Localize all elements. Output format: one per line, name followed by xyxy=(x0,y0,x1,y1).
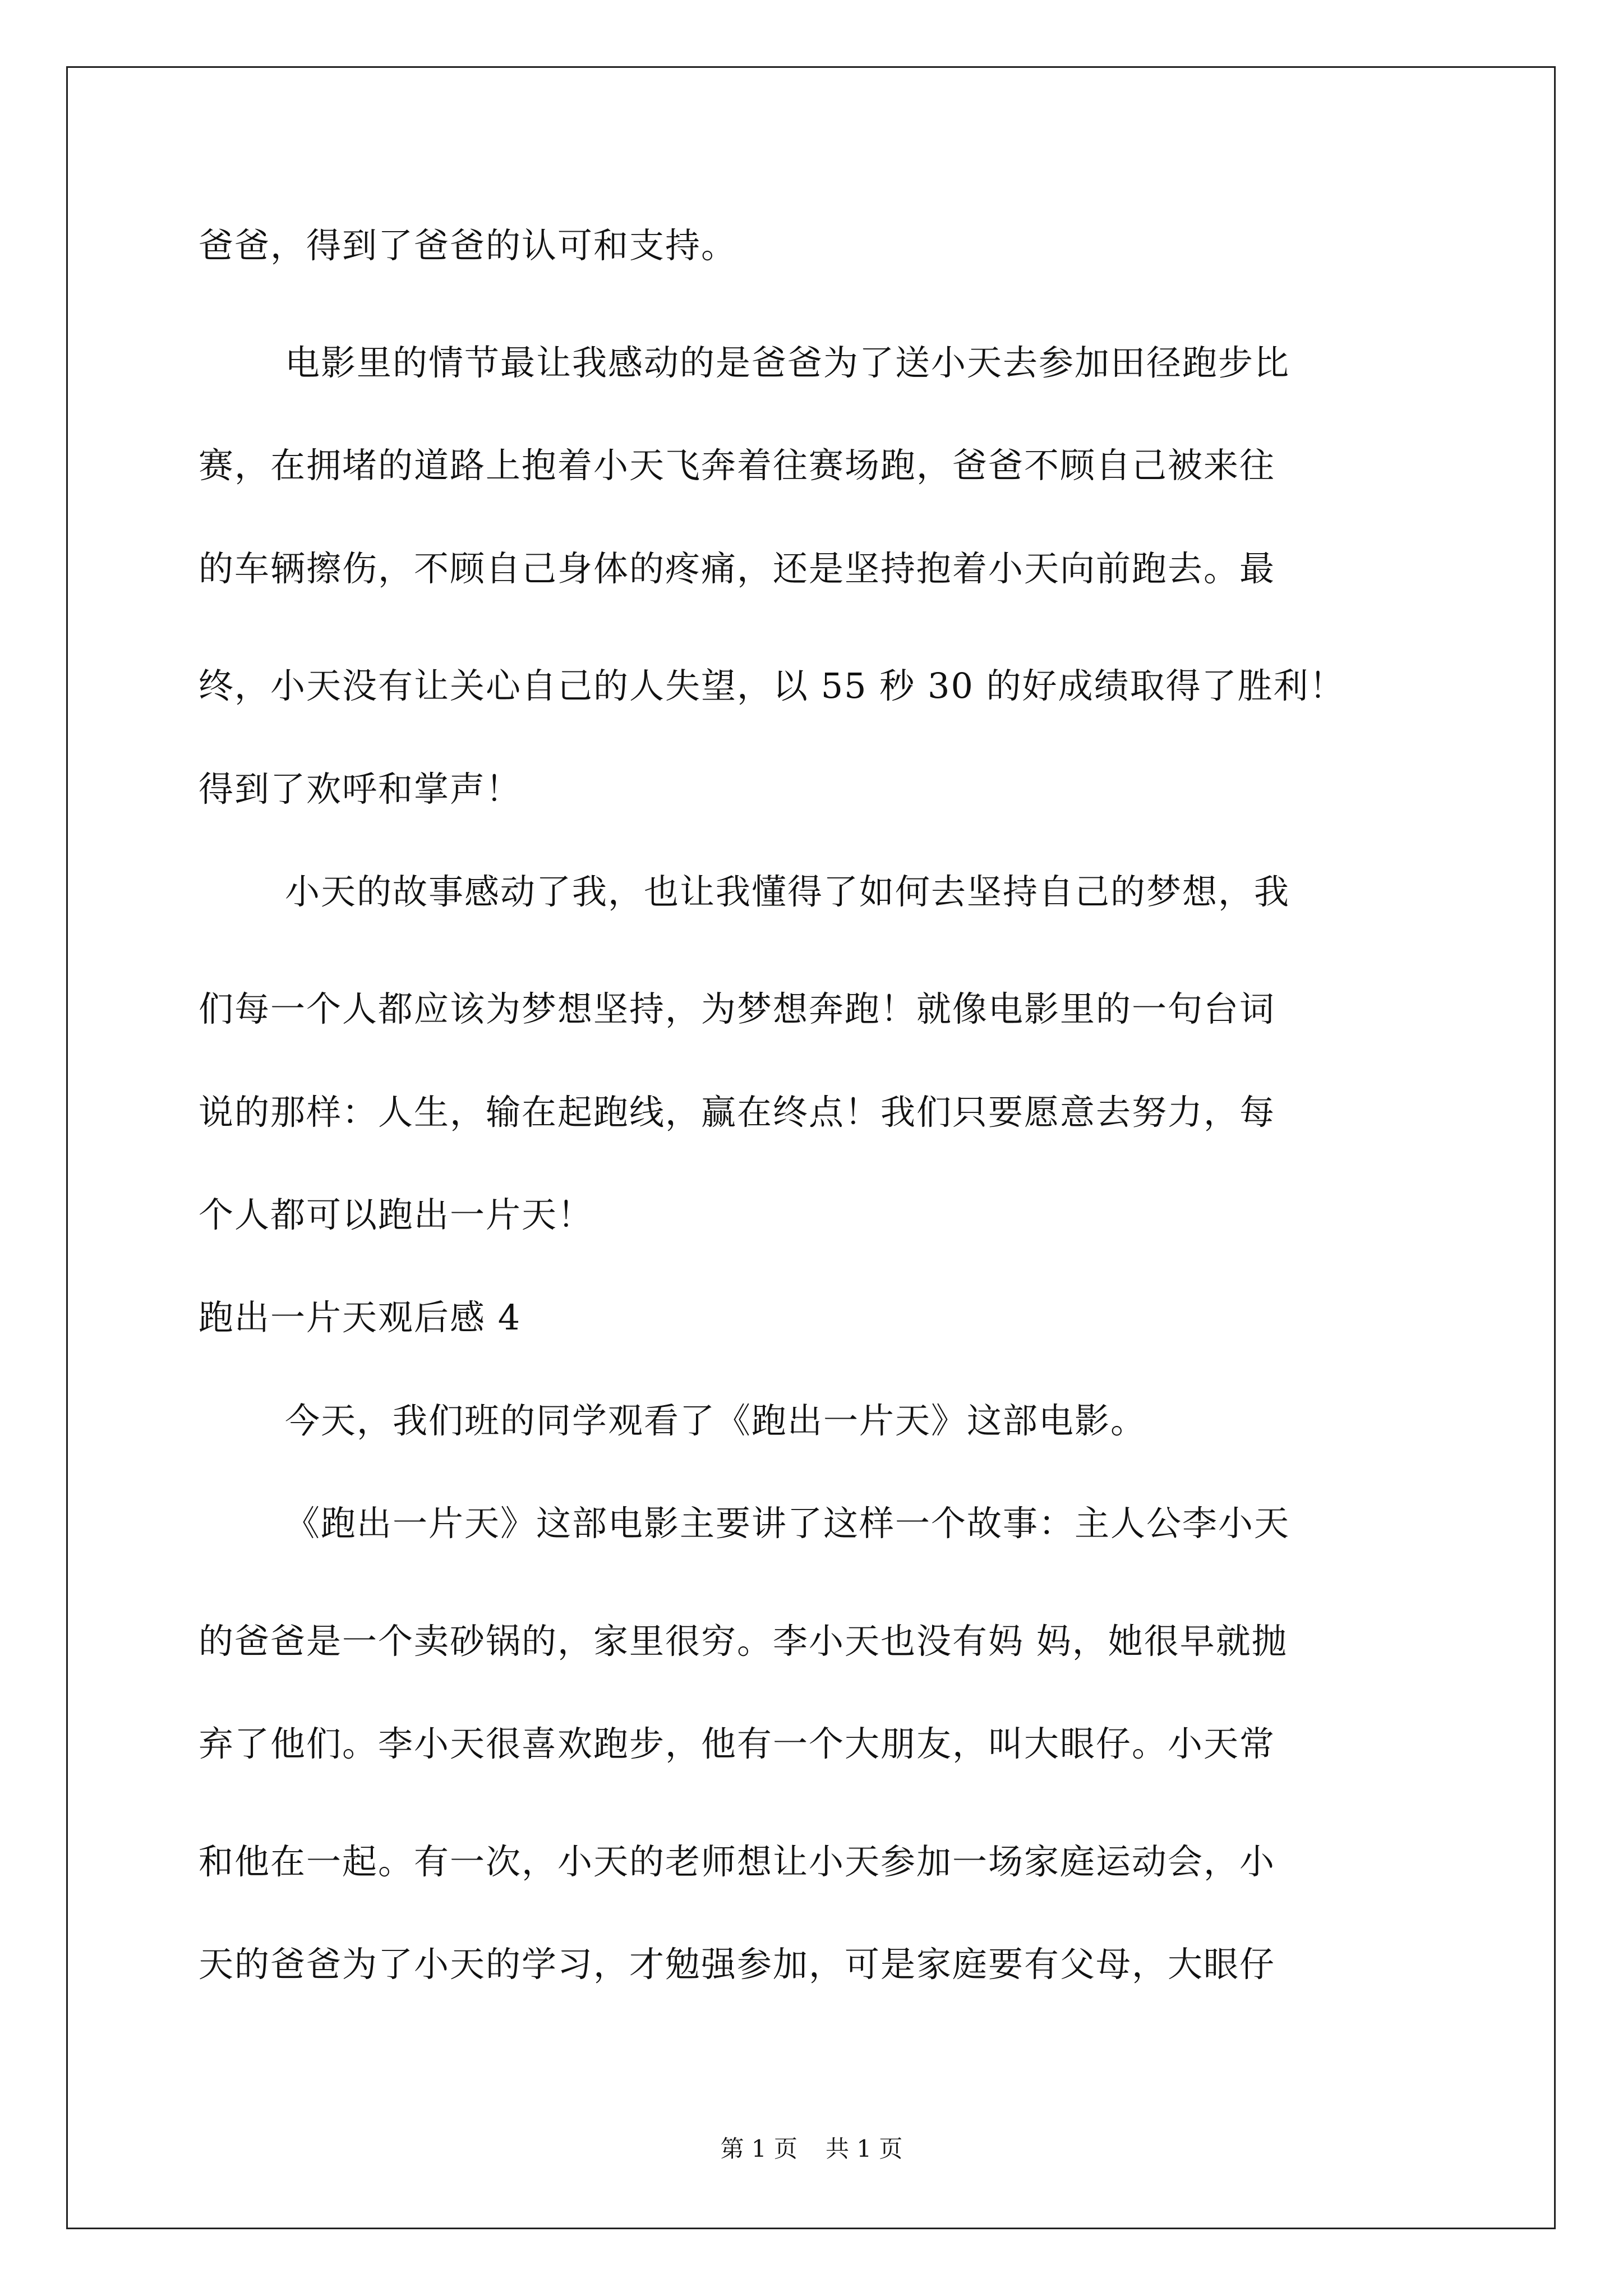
page-total: 共 1 页 xyxy=(826,2135,903,2162)
paragraph-line: 电影里的情节最让我感动的是爸爸为了送小天去参加田径跑步比 xyxy=(285,342,1290,383)
paragraph-line: 《跑出一片天》这部电影主要讲了这样一个故事：主人公李小天 xyxy=(285,1503,1290,1544)
page-number: 第 1 页 xyxy=(720,2135,797,2162)
paragraph-line: 终，小天没有让关心自己的人失望，以 55 秒 30 的好成绩取得了胜利！ xyxy=(199,665,1345,706)
paragraph-line: 和他在一起。有一次，小天的老师想让小天参加一场家庭运动会，小 xyxy=(199,1841,1276,1882)
paragraph-line: 的车辆擦伤，不顾自己身体的疼痛，还是坚持抱着小天向前跑去。最 xyxy=(199,548,1276,589)
page-border xyxy=(66,66,1556,2229)
paragraph-line: 小天的故事感动了我，也让我懂得了如何去坚持自己的梦想，我 xyxy=(285,871,1290,912)
paragraph-line: 今天，我们班的同学观看了《跑出一片天》这部电影。 xyxy=(285,1400,1147,1441)
paragraph-line: 的爸爸是一个卖砂锅的，家里很穷。李小天也没有妈 妈，她很早就抛 xyxy=(199,1621,1288,1662)
page-footer xyxy=(0,2132,1623,2166)
paragraph-line: 个人都可以跑出一片天！ xyxy=(199,1194,594,1235)
paragraph-line: 天的爸爸为了小天的学习，才勉强参加，可是家庭要有父母，大眼仔 xyxy=(199,1944,1276,1985)
paragraph-line: 说的那样：人生，输在起跑线，赢在终点！我们只要愿意去努力，每 xyxy=(199,1092,1276,1133)
paragraph-line: 弃了他们。李小天很喜欢跑步，他有一个大朋友，叫大眼仔。小天常 xyxy=(199,1723,1276,1764)
paragraph-line: 爸爸，得到了爸爸的认可和支持。 xyxy=(199,225,737,266)
paragraph-line: 赛，在拥堵的道路上抱着小天飞奔着往赛场跑，爸爸不顾自己被来往 xyxy=(199,445,1276,486)
paragraph-line: 得到了欢呼和掌声！ xyxy=(199,769,522,809)
section-heading: 跑出一片天观后感 4 xyxy=(199,1297,522,1338)
paragraph-line: 们每一个人都应该为梦想坚持，为梦想奔跑！就像电影里的一句台词 xyxy=(199,988,1276,1029)
